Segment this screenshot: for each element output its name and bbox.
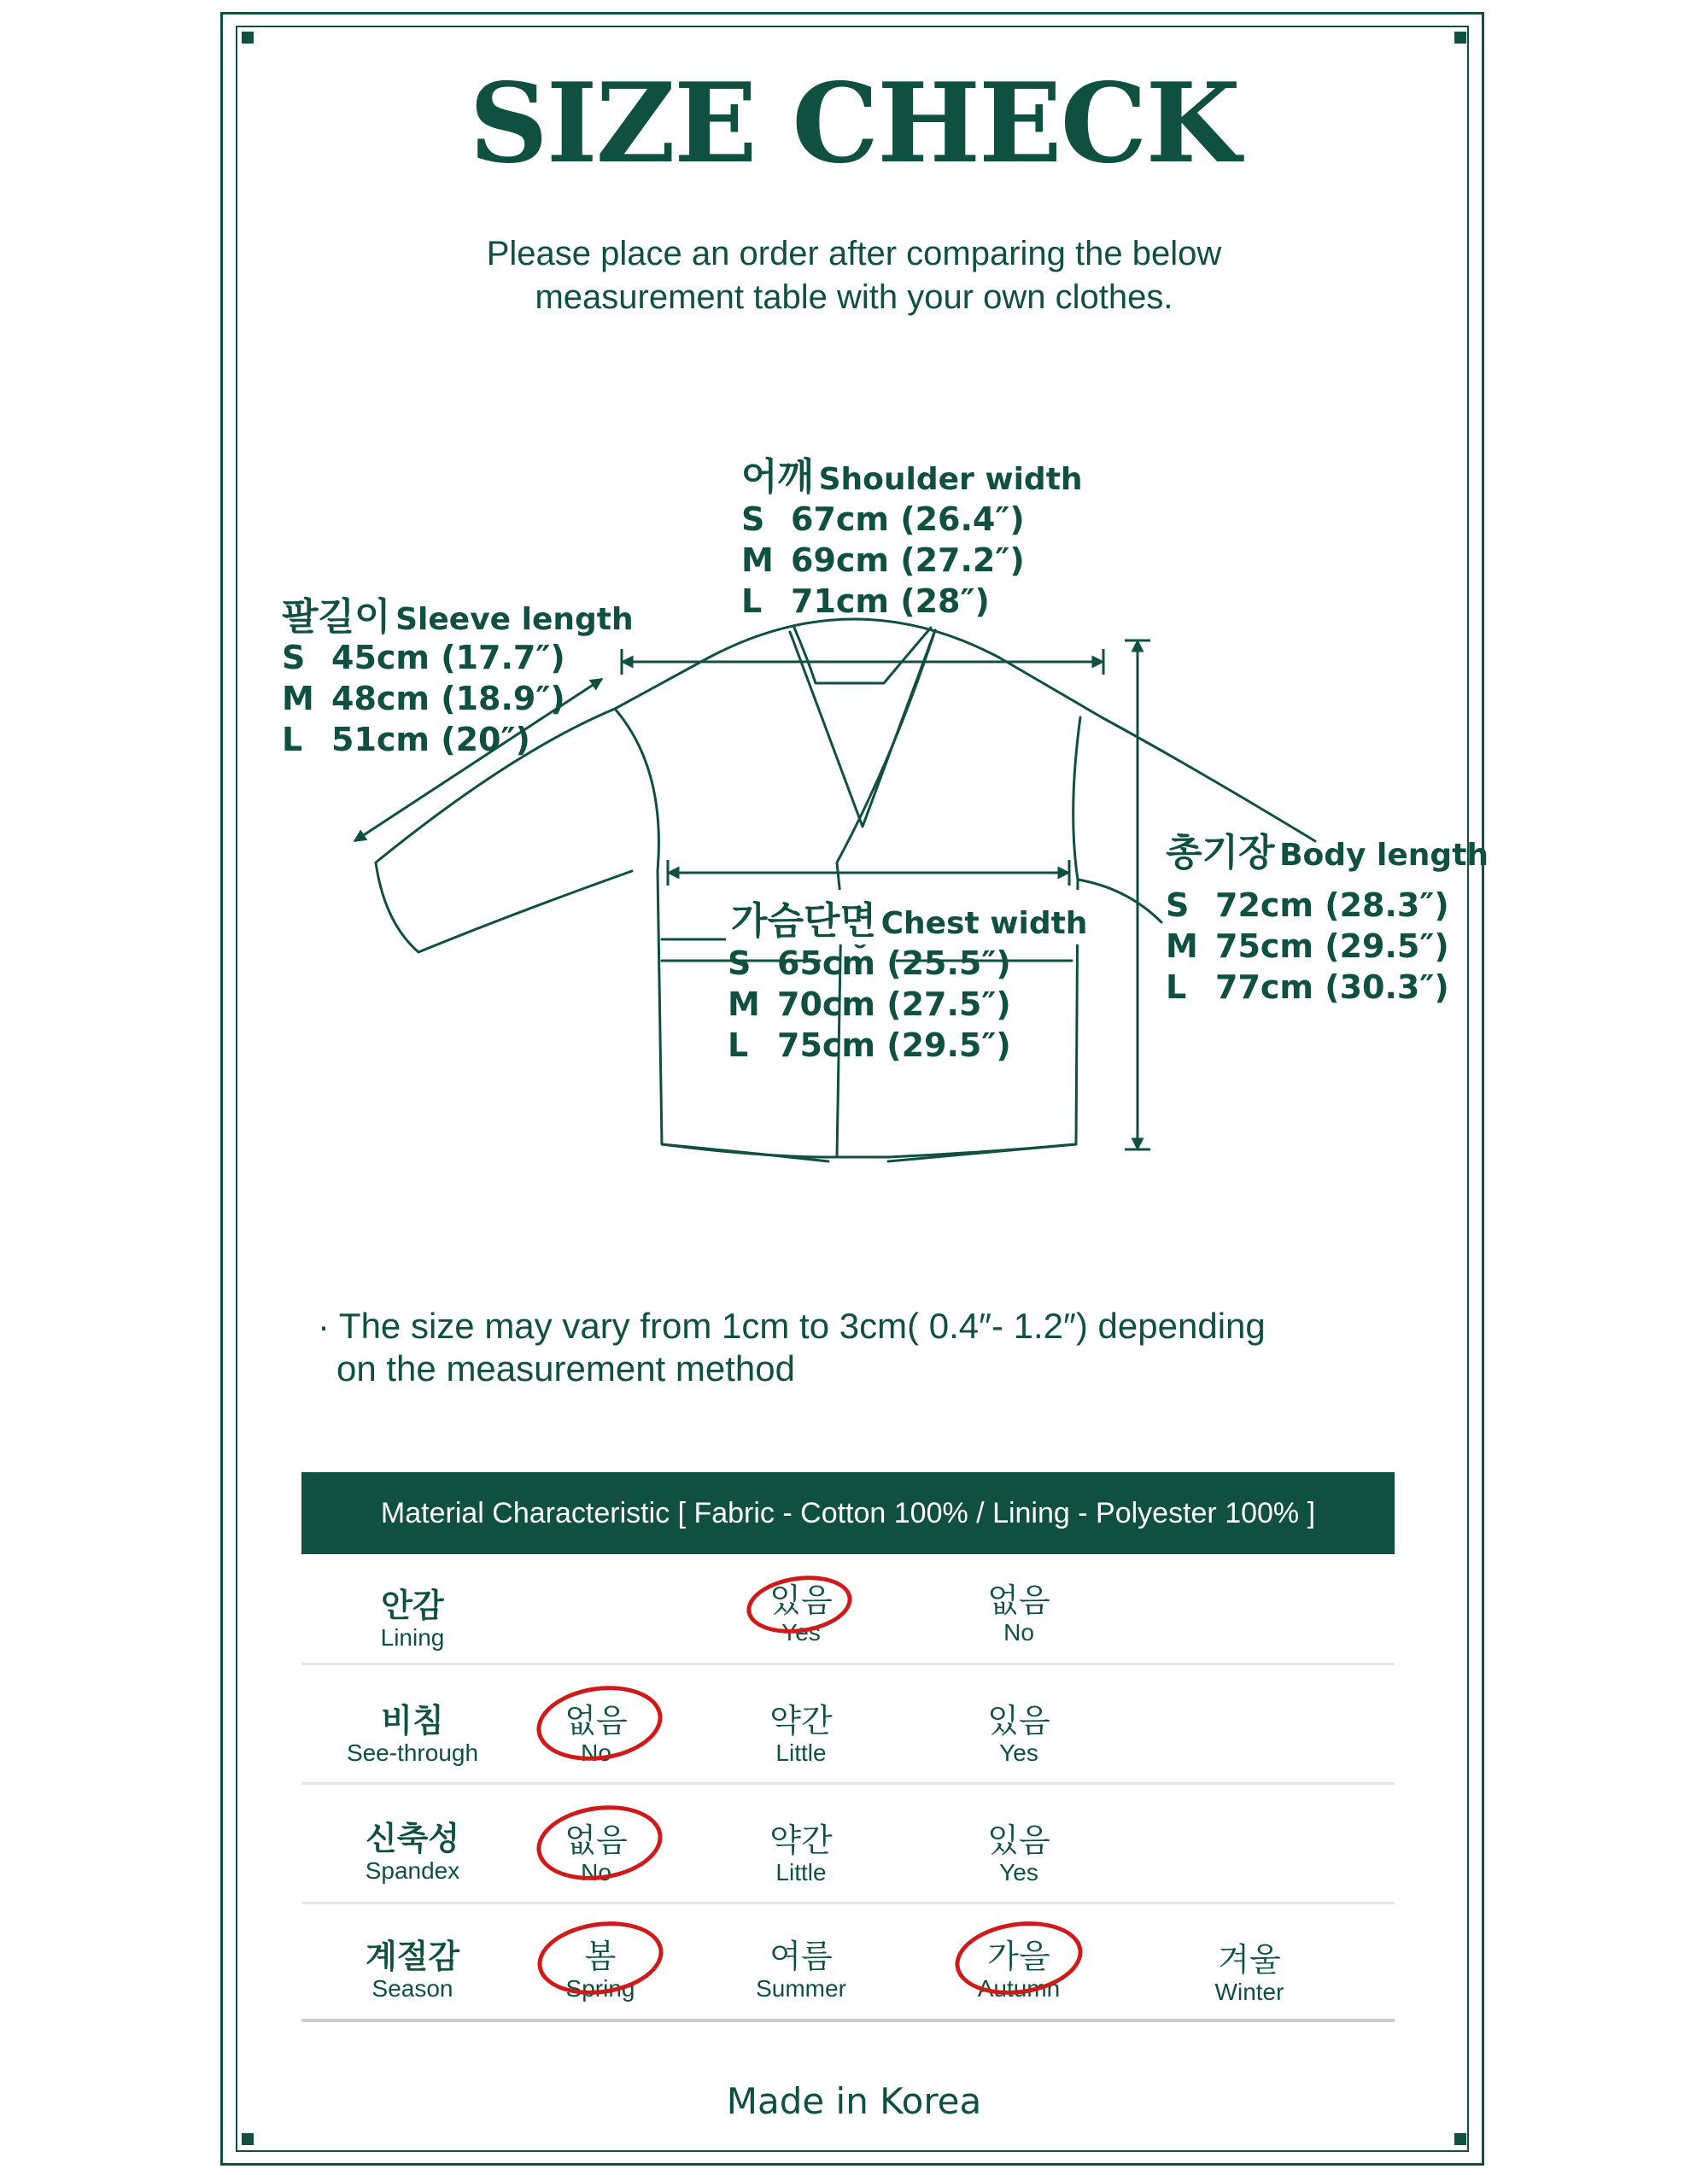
body-label-ko: 총기장 xyxy=(1166,831,1275,874)
size-note-line-2: on the measurement method xyxy=(336,1348,795,1389)
jacket-left-armhole xyxy=(615,709,658,871)
option-spandex-little: 약간 Little xyxy=(769,1821,833,1886)
sleeve-row-l: L 51cm (20″) xyxy=(282,721,530,758)
row-label-lining: 안감 Lining xyxy=(380,1587,445,1651)
sleeve-values xyxy=(282,637,565,760)
option-spandex-yes: 있음 Yes xyxy=(987,1821,1050,1886)
shoulder-row-m: M 69cm (27.2″) xyxy=(741,541,1025,579)
sleeve-label xyxy=(282,586,634,640)
option-season-spring: 봄 Spring xyxy=(565,1938,635,2002)
option-lining-yes: 있음 Yes xyxy=(769,1582,833,1646)
row-label-spandex: 신축성 Spandex xyxy=(365,1820,460,1884)
option-season-autumn: 가을 Autumn xyxy=(977,1938,1061,2002)
intro-line-1: Please place an order after comparing the below xyxy=(486,235,1222,272)
chest-row-s: S 65cm (25.5″) xyxy=(728,944,1011,982)
material-row-season xyxy=(301,1907,1395,2022)
size-note xyxy=(318,1305,1266,1390)
material-row-see-through xyxy=(301,1668,1395,1785)
shoulder-label xyxy=(741,446,1083,500)
intro-line-2: measurement table with your own clothes. xyxy=(535,278,1173,316)
jacket-lapel xyxy=(837,630,935,905)
option-see-through-little: 약간 Little xyxy=(769,1702,833,1766)
sleeve-row-m: M 48cm (18.9″) xyxy=(282,680,565,717)
body-row-m: M 75cm (29.5″) xyxy=(1166,927,1449,965)
sleeve-row-s: S 45cm (17.7″) xyxy=(282,639,565,676)
shoulder-row-l: L 71cm (28″) xyxy=(741,582,990,620)
made-in-korea: Made in Korea xyxy=(726,2080,982,2122)
shoulder-label-ko: 어깨 xyxy=(741,455,815,499)
chest-label xyxy=(726,890,1092,944)
chest-row-l: L 75cm (29.5″) xyxy=(728,1026,1011,1064)
body-row-l: L 77cm (30.3″) xyxy=(1166,968,1449,1006)
option-season-winter: 겨울 Winter xyxy=(1214,1941,1284,2005)
option-season-summer: 여름 Summer xyxy=(756,1938,846,2002)
body-row-s: S 72cm (28.3″) xyxy=(1166,886,1449,924)
chest-label-en: Chest width xyxy=(880,906,1088,941)
row-label-season: 계절감 Season xyxy=(365,1938,460,2002)
jacket-hem xyxy=(662,1144,1076,1157)
sleeve-label-en: Sleeve length xyxy=(395,602,634,637)
option-see-through-yes: 있음 Yes xyxy=(987,1702,1050,1766)
material-row-lining xyxy=(301,1563,1395,1665)
chest-label-ko: 가슴단면 xyxy=(731,899,877,943)
shoulder-row-s: S 67cm (26.4″) xyxy=(741,500,1025,538)
size-note-line-1: · The size may vary from 1cm to 3cm( 0.4″- 1.2″) depending xyxy=(318,1306,1266,1346)
chest-row-m: M 70cm (27.5″) xyxy=(728,985,1011,1023)
shoulder-values xyxy=(741,499,1025,622)
sleeve-label-ko: 팔길이 xyxy=(282,595,391,639)
material-row-spandex xyxy=(301,1787,1395,1904)
jacket-v-neck xyxy=(790,630,935,827)
option-lining-no: 없음 No xyxy=(987,1582,1050,1646)
jacket-neck-line xyxy=(794,628,931,683)
shoulder-label-en: Shoulder width xyxy=(818,462,1083,497)
body-length-values xyxy=(1166,885,1449,1008)
option-see-through-no: 없음 No xyxy=(564,1702,628,1766)
page-title: SIZE CHECK xyxy=(469,60,1239,188)
material-header: Material Characteristic [ Fabric - Cotton 100% / Lining - Polyester 100% ] xyxy=(301,1472,1395,1554)
row-label-see-through: 비침 See-through xyxy=(346,1702,479,1766)
chest-values xyxy=(728,943,1011,1066)
option-spandex-no: 없음 No xyxy=(564,1821,628,1886)
jacket-right-sleeve xyxy=(999,658,1315,841)
body-label-en: Body length xyxy=(1279,838,1489,873)
body-length-label xyxy=(1166,821,1489,876)
jacket-collar xyxy=(709,619,999,658)
